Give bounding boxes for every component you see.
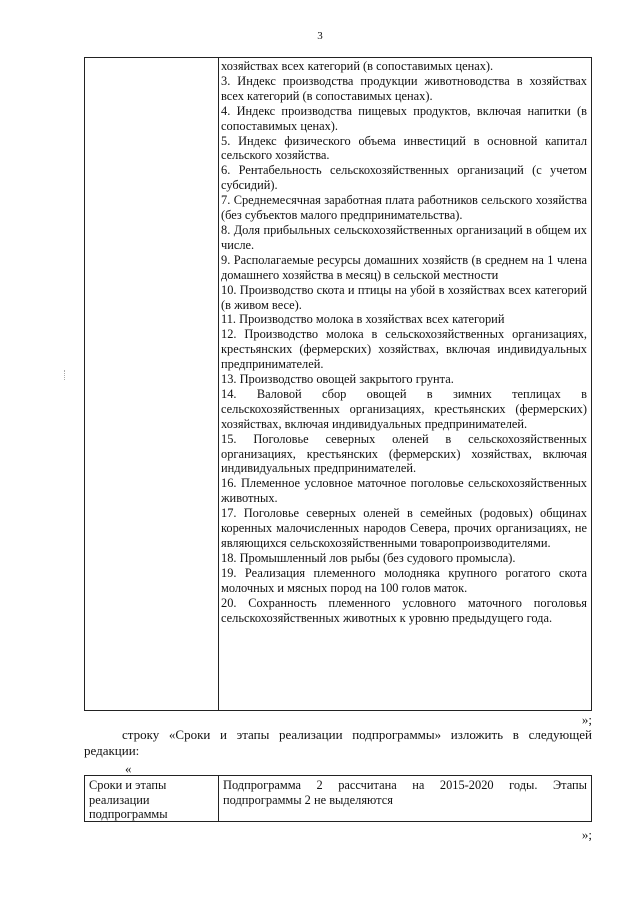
terms-table-value: Подпрограмма 2 рассчитана на 2015-2020 годы. Этапы подпрограммы 2 не выделяются (223, 778, 587, 807)
margin-mark (64, 370, 66, 380)
indicator-item: 3. Индекс производства продукции животноводства в хозяйствах всех категорий (в сопоставимых ценах). (221, 73, 587, 103)
indicator-item: 19. Реализация племенного молодняка крупного рогатого скота молочных и мясных пород на 100 голов маток. (221, 565, 587, 595)
indicator-item: хозяйствах всех категорий (в сопоставимых ценах). (221, 59, 494, 73)
page-number: 3 (317, 30, 323, 42)
indicator-item: 12. Производство молока в сельскохозяйственных организациях, крестьянских (фермерских) хозяйствах, включая индивидуальных предпринимателей. (221, 327, 587, 372)
indicator-item: 6. Рентабельность сельскохозяйственных организаций (с учетом субсидий). (221, 163, 587, 193)
closing-quote-1: »; (581, 712, 592, 727)
indicator-item: 7. Среднемесячная заработная плата работников сельского хозяйства (без субъектов малого предпринимательства). (221, 193, 587, 223)
terms-table-label: Сроки и этапы реализации подпрограммы (89, 778, 168, 821)
indicator-item: 15. Поголовье северных оленей в сельскохозяйственных организациях, крестьянских (фермерских) хозяйствах, включая индивидуальных предпринимателей. (221, 431, 587, 476)
indicators-table (84, 57, 592, 711)
indicator-item: 5. Индекс физического объема инвестиций в основной капитал сельского хозяйства. (221, 133, 587, 163)
indicator-item: 4. Индекс производства пищевых продуктов, включая напитки (в сопоставимых ценах). (221, 103, 587, 133)
indicators-list (221, 59, 587, 625)
indicator-item: 20. Сохранность племенного условного маточного поголовья сельскохозяйственных животных к уровню предыдущего года. (221, 595, 587, 625)
amendment-paragraph: строку «Сроки и этапы реализации подпрограммы» изложить в следующей редакции: (84, 727, 592, 758)
closing-quote-2: »; (581, 827, 592, 842)
indicator-item: 17. Поголовье северных оленей в семейных (родовых) общинах коренных малочисленных народов Севера, прочих организациях, не являющихся сельскохозяйственными товаропроизводителями. (221, 506, 587, 550)
indicator-item: 16. Племенное условное маточное поголовье сельскохозяйственных животных. (221, 476, 587, 506)
indicator-item: 13. Производство овощей закрытого грунта. (221, 372, 454, 387)
terms-table (84, 775, 592, 822)
table-column-divider (218, 776, 219, 821)
indicator-item: 14. Валовой сбор овощей в зимних теплицах в сельскохозяйственных организациях, крестьянских (фермерских) хозяйствах, включая индивидуальных предпринимателей. (221, 386, 587, 431)
indicator-item: 11. Производство молока в хозяйствах всех категорий (221, 312, 505, 327)
indicator-item: 18. Промышленный лов рыбы (без судового промысла). (221, 550, 516, 565)
indicator-item: 9. Располагаемые ресурсы домашних хозяйств (в среднем на 1 члена домашнего хозяйства в месяц) в сельской местности (221, 252, 587, 282)
indicator-item: 8. Доля прибыльных сельскохозяйственных организаций в общем их числе. (221, 222, 587, 252)
indicator-item: 10. Производство скота и птицы на убой в хозяйствах всех категорий (в живом весе). (221, 282, 587, 312)
table-column-divider (218, 58, 219, 710)
opening-quote: « (125, 761, 132, 776)
